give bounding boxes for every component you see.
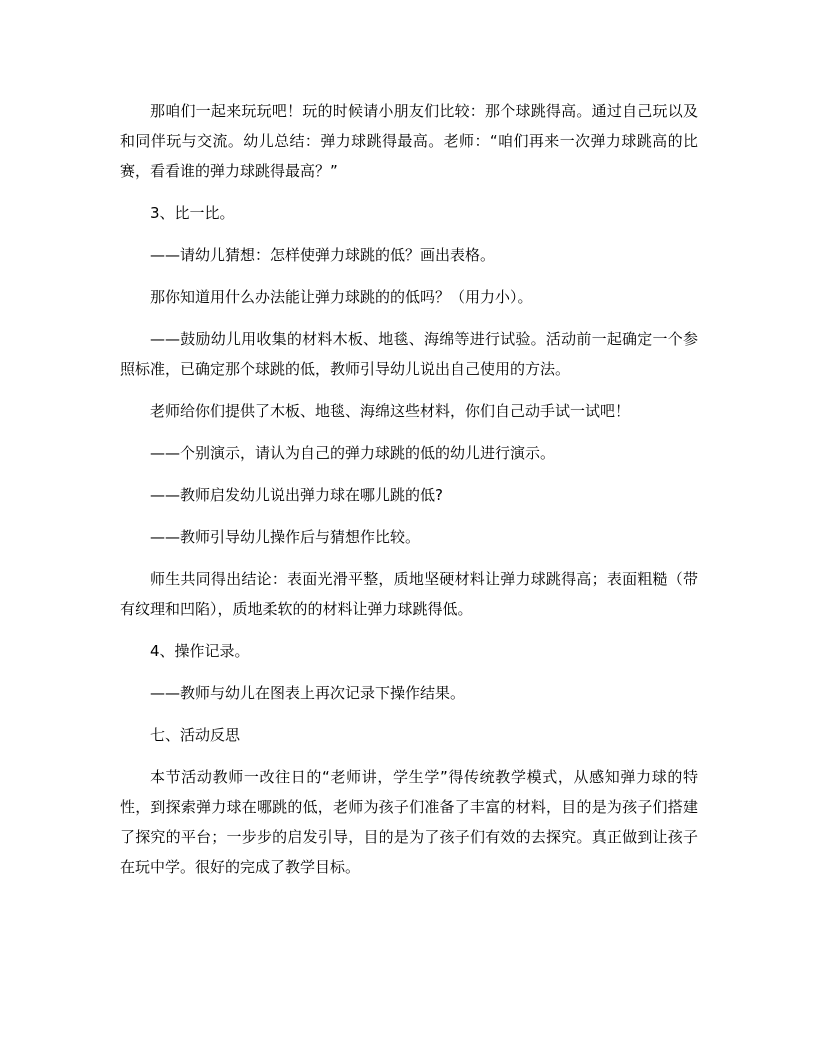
paragraph-teacher-materials: 老师给你们提供了木板、地毯、海绵这些材料，你们自己动手试一试吧！ — [150, 402, 631, 420]
paragraph-demo: ——个别演示，请认为自己的弹力球跳的低的幼儿进行演示。 — [150, 444, 556, 462]
paragraph-record: ——教师与幼儿在图表上再次记录下操作结果。 — [150, 684, 466, 702]
paragraph-conclusion: 师生共同得出结论：表面光滑平整，质地坚硬材料让弹力球跳得高；表面粗糙（带有纹理和凹陷），质地柔软的的材料让弹力球跳得低。 — [120, 570, 698, 618]
paragraph-question: 那你知道用什么办法能让弹力球跳的的低吗？（用力小）。 — [150, 288, 533, 306]
paragraph-game-intro: 那咱们一起来玩玩吧！玩的时候请小朋友们比较：那个球跳得高。通过自己玩以及和同伴玩与交流。幼儿总结：弹力球跳得最高。老师：“咱们再来一次弹力球跳高的比赛，看看谁的弹力球跳得最高？” — [120, 102, 698, 180]
paragraph-teacher-prompt: ——教师启发幼儿说出弹力球在哪儿跳的低? — [150, 486, 443, 504]
heading-record: 4、操作记录。 — [150, 642, 250, 660]
paragraph-materials-test: ——鼓励幼儿用收集的材料木板、地毯、海绵等进行试验。活动前一起确定一个参照标准，已确定那个球跳的低，教师引导幼儿说出自己使用的方法。 — [120, 330, 698, 378]
heading-reflection: 七、活动反思 — [150, 726, 241, 744]
document-page — [120, 96, 698, 894]
paragraph-compare-guess: ——教师引导幼儿操作后与猜想作比较。 — [150, 528, 421, 546]
heading-compare: 3、比一比。 — [150, 204, 235, 222]
paragraph-reflection: 本节活动教师一改往日的“老师讲，学生学”得传统教学模式，从感知弹力球的特性，到探索弹力球在哪跳的低，老师为孩子们准备了丰富的材料，目的是为孩子们搭建了探究的平台；一步步的启发引导，目的是为了孩子们有效的去探究。真正做到让孩子在玩中学。很好的完成了教学目标。 — [120, 768, 698, 876]
paragraph-guess: ——请幼儿猜想：怎样使弹力球跳的低？画出表格。 — [150, 246, 496, 264]
